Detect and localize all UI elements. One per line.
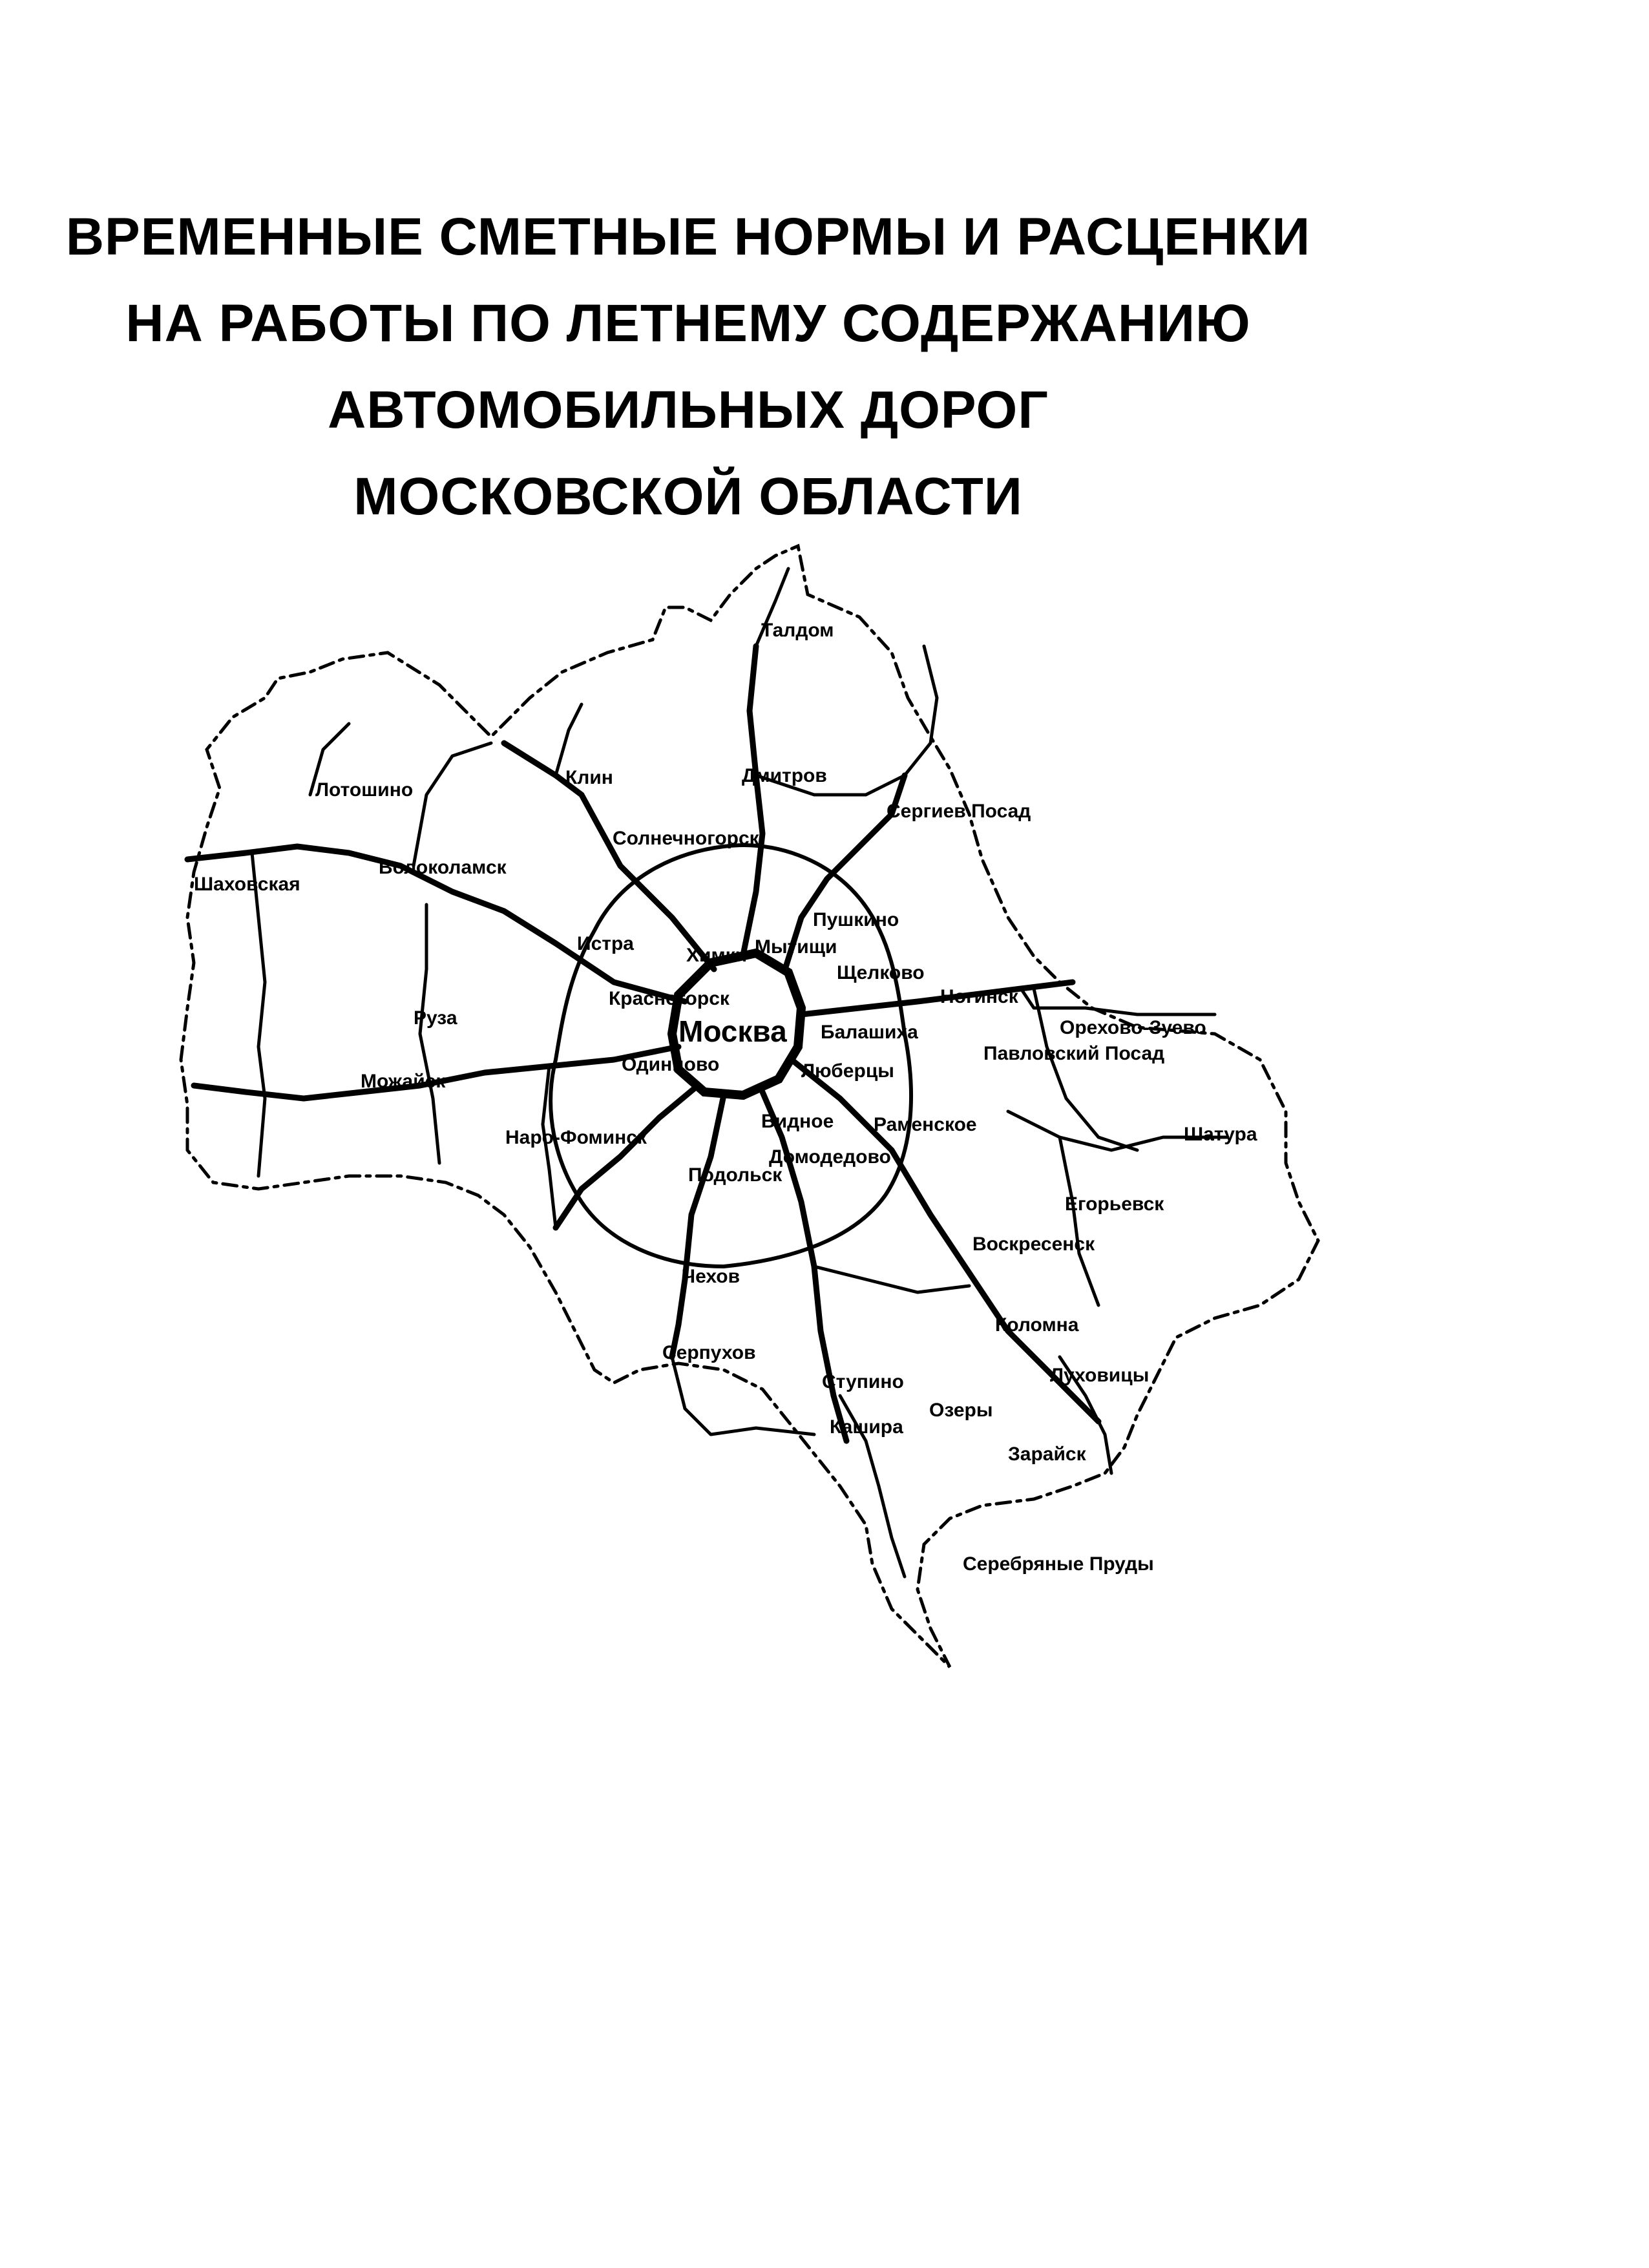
road-shakhovskaya-south [252, 853, 265, 1176]
city-label: Домодедово [769, 1146, 891, 1168]
city-label: Можайск [361, 1071, 446, 1092]
city-label: Коломна [995, 1314, 1079, 1336]
city-label: Наро-Фоминск [505, 1127, 647, 1148]
city-label: Павловский Посад [983, 1043, 1165, 1064]
city-label: Дмитров [742, 765, 827, 786]
city-label: Серпухов [662, 1342, 756, 1363]
city-label: Шатура [1184, 1124, 1257, 1145]
city-label: Озеры [929, 1400, 993, 1421]
city-label: Истра [577, 933, 634, 954]
city-label: Сергиев Посад [887, 801, 1031, 822]
capital-label: Москва [678, 1014, 787, 1048]
road-gorkovskoe [801, 982, 1073, 1014]
city-label: Красногорск [609, 988, 730, 1009]
road-dmitrovskoe [743, 646, 762, 955]
road-klin-north [556, 704, 582, 775]
road-serpukhov-kashira [672, 1357, 814, 1434]
major-roads [187, 646, 1098, 1441]
city-label: Луховицы [1050, 1365, 1150, 1386]
title-line-1: ВРЕМЕННЫЕ СМЕТНЫЕ НОРМЫ И РАСЦЕНКИ [65, 207, 1311, 266]
road-kievskoe [556, 1086, 698, 1228]
city-label: Руза [414, 1007, 457, 1029]
city-label: Шаховская [194, 874, 300, 895]
city-label: Раменское [874, 1114, 977, 1135]
road-stupino-kolomna [814, 1266, 969, 1292]
road-egorievsk [1060, 1137, 1098, 1305]
road-ruza [420, 905, 439, 1163]
city-label: Кашира [830, 1416, 903, 1438]
city-label: Видное [761, 1111, 834, 1132]
road-orekhovo [1021, 989, 1215, 1014]
city-label: Люберцы [801, 1060, 894, 1082]
city-label: Клин [565, 767, 613, 788]
city-label: Подольск [688, 1164, 782, 1186]
title-line-3: АВТОМОБИЛЬНЫХ ДОРОГ [328, 381, 1049, 439]
city-label: Ступино [822, 1371, 904, 1392]
city-label: Одинцово [622, 1054, 720, 1075]
road-volokolamsk-klin [414, 743, 491, 866]
city-label: Ногинск [940, 986, 1018, 1007]
city-label: Балашиха [821, 1022, 918, 1043]
road-simferopolskoe [672, 1095, 724, 1357]
city-label: Чехов [682, 1266, 740, 1287]
road-sergiev-north [905, 646, 937, 775]
city-label: Серебряные Пруды [963, 1553, 1154, 1575]
concrete-ring-road [551, 845, 911, 1266]
city-label: Егорьевск [1065, 1193, 1164, 1215]
city-label: Воскресенск [972, 1234, 1095, 1255]
city-label: Химки [686, 945, 748, 966]
city-label: Зарайск [1008, 1444, 1086, 1465]
city-label: Лотошино [315, 779, 414, 801]
city-label: Щелково [837, 962, 925, 983]
city-label: Талдом [761, 620, 834, 641]
city-label: Пушкино [813, 909, 899, 930]
title-line-4: МОСКОВСКОЙ ОБЛАСТИ [353, 467, 1023, 526]
city-label: Волоколамск [379, 857, 507, 878]
city-label: Мытищи [755, 936, 837, 958]
title-line-2: НА РАБОТЫ ПО ЛЕТНЕМУ СОДЕРЖАНИЮ [125, 294, 1251, 353]
city-label: Солнечногорск [613, 828, 759, 849]
city-label: Орехово-Зуево [1060, 1017, 1206, 1038]
